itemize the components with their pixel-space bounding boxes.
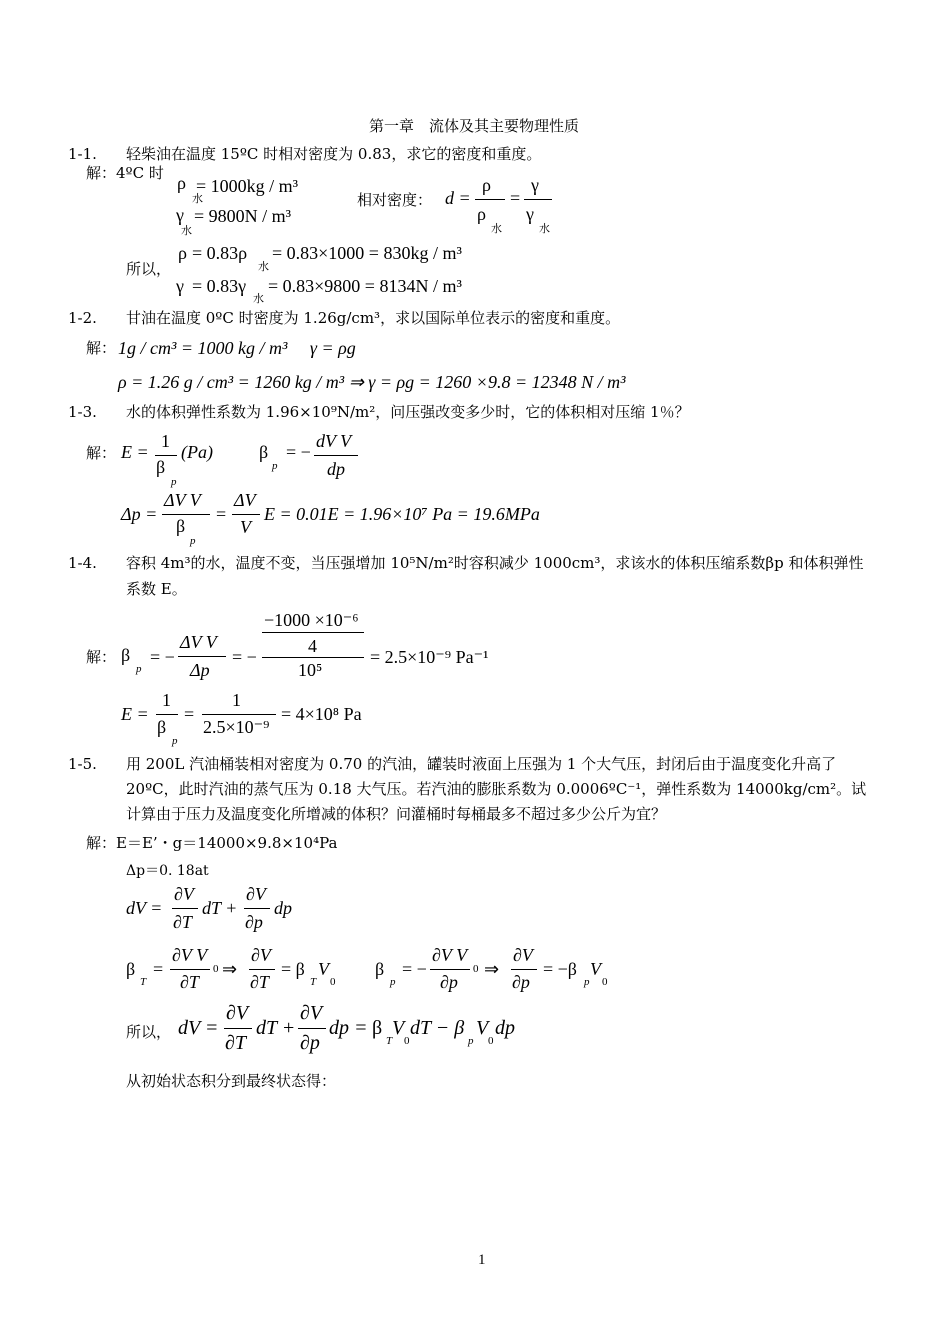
p2-line1: 1g / cm³ = 1000 kg / m³ γ = ρg [118, 338, 356, 358]
p5-zero-sub-2: 0 [473, 963, 479, 975]
p1-frac-num-rho: ρ [482, 175, 491, 195]
p4-E-eq: E = [121, 704, 149, 724]
p3-delta-p: Δp = [121, 504, 158, 524]
p5-implies-2: ⇒ [484, 959, 500, 979]
p5-eq-betaT: = β [281, 959, 305, 979]
chapter-title: 第一章 流体及其主要物理性质 [369, 117, 580, 135]
p4-beta: β [121, 645, 131, 665]
p4-eq: = [184, 704, 195, 724]
p5-dvv-2: ∂V V [432, 945, 468, 965]
p1-so-label: 所以， [126, 260, 172, 278]
p1-water-sub-4: 水 [253, 292, 264, 305]
problem-1-2-number: 1-2. [68, 309, 97, 327]
p3-beta2: β [259, 442, 269, 462]
p5-betap-sub-2: p [584, 976, 590, 988]
p4-eq-minus-2: = − [232, 647, 257, 667]
p4-inner-fraction-line [262, 632, 364, 633]
problem-1-2-text: 甘油在温度 0ºC 时密度为 1.26g/cm³，求以国际单位表示的密度和重度。 [126, 309, 621, 327]
p5-dT-plus-2: dT + [256, 1017, 296, 1039]
p5-dp-eq: dp = [329, 1017, 368, 1039]
p4-outer-denominator: 10⁵ [298, 660, 323, 680]
p1-water-sub: 水 [192, 192, 203, 205]
p1-gamma-water-value: = 9800N / m³ [194, 206, 292, 226]
p5-frac-line-6 [511, 969, 537, 970]
p5-partial-p-2: ∂p [440, 972, 458, 992]
p5-partial-p: ∂p [245, 912, 263, 932]
p3-dp: dp [327, 459, 345, 479]
p3-pa: (Pa) [181, 442, 213, 462]
p3-beta2-sub: p [272, 460, 278, 472]
p5-eq-minus: = − [402, 959, 427, 979]
p3-fraction-line-3 [162, 514, 210, 515]
p5-frac-line-5 [430, 969, 470, 970]
p4-inner-denominator: 4 [308, 636, 317, 656]
p5-betaT-sub: T [140, 976, 147, 988]
p3-fraction-line-2 [314, 455, 358, 456]
p3-result: E = 0.01E = 1.96×10⁷ Pa = 19.6MPa [264, 504, 540, 524]
p1-rho-result: = 0.83×1000 = 830kg / m³ [272, 243, 462, 263]
p5-V-dT: V [392, 1017, 405, 1039]
problem-1-5-number: 1-5. [68, 755, 97, 773]
p3-minus: = − [286, 442, 311, 462]
p3-one: 1 [161, 431, 170, 451]
p5-dV-eq-2: dV = [178, 1017, 219, 1039]
p1-fraction-line [475, 199, 505, 200]
p5-final-line: 从初始状态积分到最终状态得： [126, 1072, 337, 1090]
p1-frac-den-rho: ρ [477, 204, 486, 224]
p5-dp-final: dp [495, 1017, 515, 1039]
p5-dT-minus: dT − β [410, 1017, 465, 1039]
p5-betap: β [375, 959, 385, 979]
p4-e-denominator: 2.5×10⁻⁹ [203, 717, 270, 737]
p4-beta-result: = 2.5×10⁻⁹ Pa⁻¹ [370, 647, 489, 667]
p4-dvv: ΔV V [180, 632, 217, 652]
p5-partial-V-5: ∂V [226, 1002, 249, 1024]
p5-partial-T-3: ∂T [250, 972, 269, 992]
p5-betaT-sub-2: T [310, 976, 317, 988]
p5-dV-eq: dV = [126, 898, 163, 918]
problem-1-5-text-line1: 用 200L 汽油桶装相对密度为 0.70 的汽油，罐装时液面上压强为 1 个大气压，封闭后由于温度变化升高了 [126, 755, 837, 773]
p5-partial-T: ∂T [173, 912, 192, 932]
p5-eq-neg-betap: = −β [543, 959, 577, 979]
p5-implies-1: ⇒ [222, 959, 238, 979]
problem-1-5-text-line3: 计算由于压力及温度变化所增减的体积？问灌桶时每桶最多不超过多少公斤为宜？ [126, 805, 667, 823]
p1-frac2-den-gamma: γ [526, 204, 534, 224]
p1-gamma-symbol: γ [176, 205, 184, 225]
problem-1-1-text: 轻柴油在温度 15ºC 时相对密度为 0.83，求它的密度和重度。 [126, 145, 542, 163]
p5-betap-sub-3: p [468, 1035, 474, 1047]
p5-V-dp: V [476, 1017, 489, 1039]
p5-dvv: ∂V V [172, 945, 208, 965]
p1-water-sub-3: 水 [258, 260, 269, 273]
p5-betap-sub: p [390, 976, 396, 988]
p3-E-eq: E = [121, 442, 149, 462]
p4-beta2-sub: p [172, 735, 178, 747]
p5-partial-T-2: ∂T [180, 972, 199, 992]
p5-solution-line2: Δp＝0. 18at [126, 863, 209, 879]
p4-one: 1 [162, 690, 171, 710]
p4-eq-minus: = − [150, 647, 175, 667]
problem-1-4-number: 1-4. [68, 554, 97, 572]
p3-dvv-2: ΔV V [164, 490, 201, 510]
p4-top-numerator: −1000 ×10⁻⁶ [264, 610, 359, 630]
p1-gamma-result: = 0.83×9800 = 8134N / m³ [268, 276, 462, 296]
p5-frac-line-3 [170, 969, 210, 970]
p3-fraction-line-4 [232, 514, 260, 515]
p5-frac-line-2 [244, 908, 270, 909]
p1-rho-calc: = 0.83ρ [192, 243, 248, 263]
p2-solution-label: 解： [86, 339, 117, 357]
p5-frac-line-4 [249, 969, 275, 970]
p2-line2: ρ = 1.26 g / cm³ = 1260 kg / m³ ⇒ γ = ρg = 1260 ×9.8 = 12348 N / m³ [118, 372, 626, 392]
p4-fraction-line-2 [156, 714, 178, 715]
p3-v: V [240, 517, 251, 537]
page-number: 1 [478, 1252, 486, 1268]
p4-one-2: 1 [232, 690, 241, 710]
p5-V-dp-sub: 0 [488, 1035, 494, 1047]
p5-partial-T-4: ∂T [225, 1032, 247, 1054]
p5-V0: V [318, 959, 329, 979]
p5-partial-V: ∂V [174, 884, 194, 904]
p4-outer-fraction-line [262, 657, 364, 658]
p5-dp: dp [274, 898, 292, 918]
p1-d-symbol: d = [445, 188, 471, 208]
p5-partial-p-3: ∂p [512, 972, 530, 992]
p1-relative-density-label: 相对密度： [357, 191, 433, 209]
p1-frac-den-sub: 水 [491, 222, 502, 235]
p1-rho-water-value: = 1000kg / m³ [196, 176, 299, 196]
p5-zero-sub: 0 [213, 963, 219, 975]
p3-beta: β [156, 457, 166, 477]
p5-betaT-2: β [372, 1017, 383, 1039]
p3-solution-label: 解： [86, 444, 117, 462]
p1-gamma-symbol-2: γ [176, 276, 184, 296]
p4-fraction-line-3 [202, 714, 276, 715]
p5-dT-plus: dT + [202, 898, 238, 918]
problem-1-4-text-line2: 系数 E。 [126, 580, 187, 598]
p3-beta-sub: p [171, 476, 177, 488]
p5-betaT: β [126, 959, 136, 979]
p5-solution-line1: 解：E＝E’・g＝14000×9.8×10⁴Pa [86, 834, 338, 852]
p5-so-label: 所以， [126, 1023, 172, 1041]
p5-frac-line-7 [224, 1028, 252, 1029]
p1-fraction-line-2 [524, 199, 552, 200]
p5-betaT-sub-3: T [386, 1035, 393, 1047]
p4-beta-sub: p [136, 663, 142, 675]
p3-fraction-line [155, 455, 177, 456]
problem-1-3-text: 水的体积弹性系数为 1.96×10⁹N/m²，问压强改变多少时，它的体积相对压缩 1％？ [126, 403, 690, 421]
p5-eq-1: = [153, 959, 164, 979]
p5-V0-sub: 0 [330, 976, 336, 988]
p5-partial-V-4: ∂V [513, 945, 533, 965]
problem-1-5-text-line2: 20ºC，此时汽油的蒸气压为 0.18 大气压。若汽油的膨胀系数为 0.0006ºC⁻¹，弹性系数为 14000kg/cm²。试 [126, 780, 867, 798]
p5-V0-2: V [590, 959, 601, 979]
p4-e-result: = 4×10⁸ Pa [281, 704, 362, 724]
p1-rho-symbol-2: ρ [178, 243, 187, 263]
p5-partial-V-3: ∂V [251, 945, 271, 965]
p3-beta3: β [176, 516, 186, 536]
p5-frac-line-1 [172, 908, 198, 909]
p4-solution-label: 解： [86, 648, 117, 666]
p3-dvv: dV V [316, 431, 352, 451]
problem-1-4-text-line1: 容积 4m³的水，温度不变，当压强增加 10⁵N/m²时容积减少 1000cm³，求该水的体积压缩系数βp 和体积弹性 [126, 554, 864, 572]
p3-eq: = [216, 504, 227, 524]
p5-frac-line-8 [298, 1028, 326, 1029]
p4-dp: Δp [190, 660, 210, 680]
p1-water-sub-2: 水 [181, 224, 192, 237]
problem-1-1-number: 1-1. [68, 145, 97, 163]
p1-frac2-num-gamma: γ [531, 175, 539, 195]
p3-beta3-sub: p [190, 535, 196, 547]
p5-V0-sub-2: 0 [602, 976, 608, 988]
p1-equals: = [510, 188, 521, 208]
p1-gamma-calc: = 0.83γ [192, 276, 247, 296]
p5-partial-V-6: ∂V [300, 1002, 323, 1024]
p3-dv: ΔV [234, 490, 256, 510]
p4-fraction-line [178, 656, 226, 657]
p5-V-dT-sub: 0 [404, 1035, 410, 1047]
p1-frac2-den-sub: 水 [539, 222, 550, 235]
p5-partial-p-4: ∂p [300, 1032, 320, 1054]
p1-solution-label: 解：4ºC 时 [86, 164, 164, 182]
problem-1-3-number: 1-3. [68, 403, 97, 421]
p5-partial-V-2: ∂V [246, 884, 266, 904]
p1-rho-symbol: ρ [177, 173, 186, 193]
p4-beta2: β [157, 717, 167, 737]
